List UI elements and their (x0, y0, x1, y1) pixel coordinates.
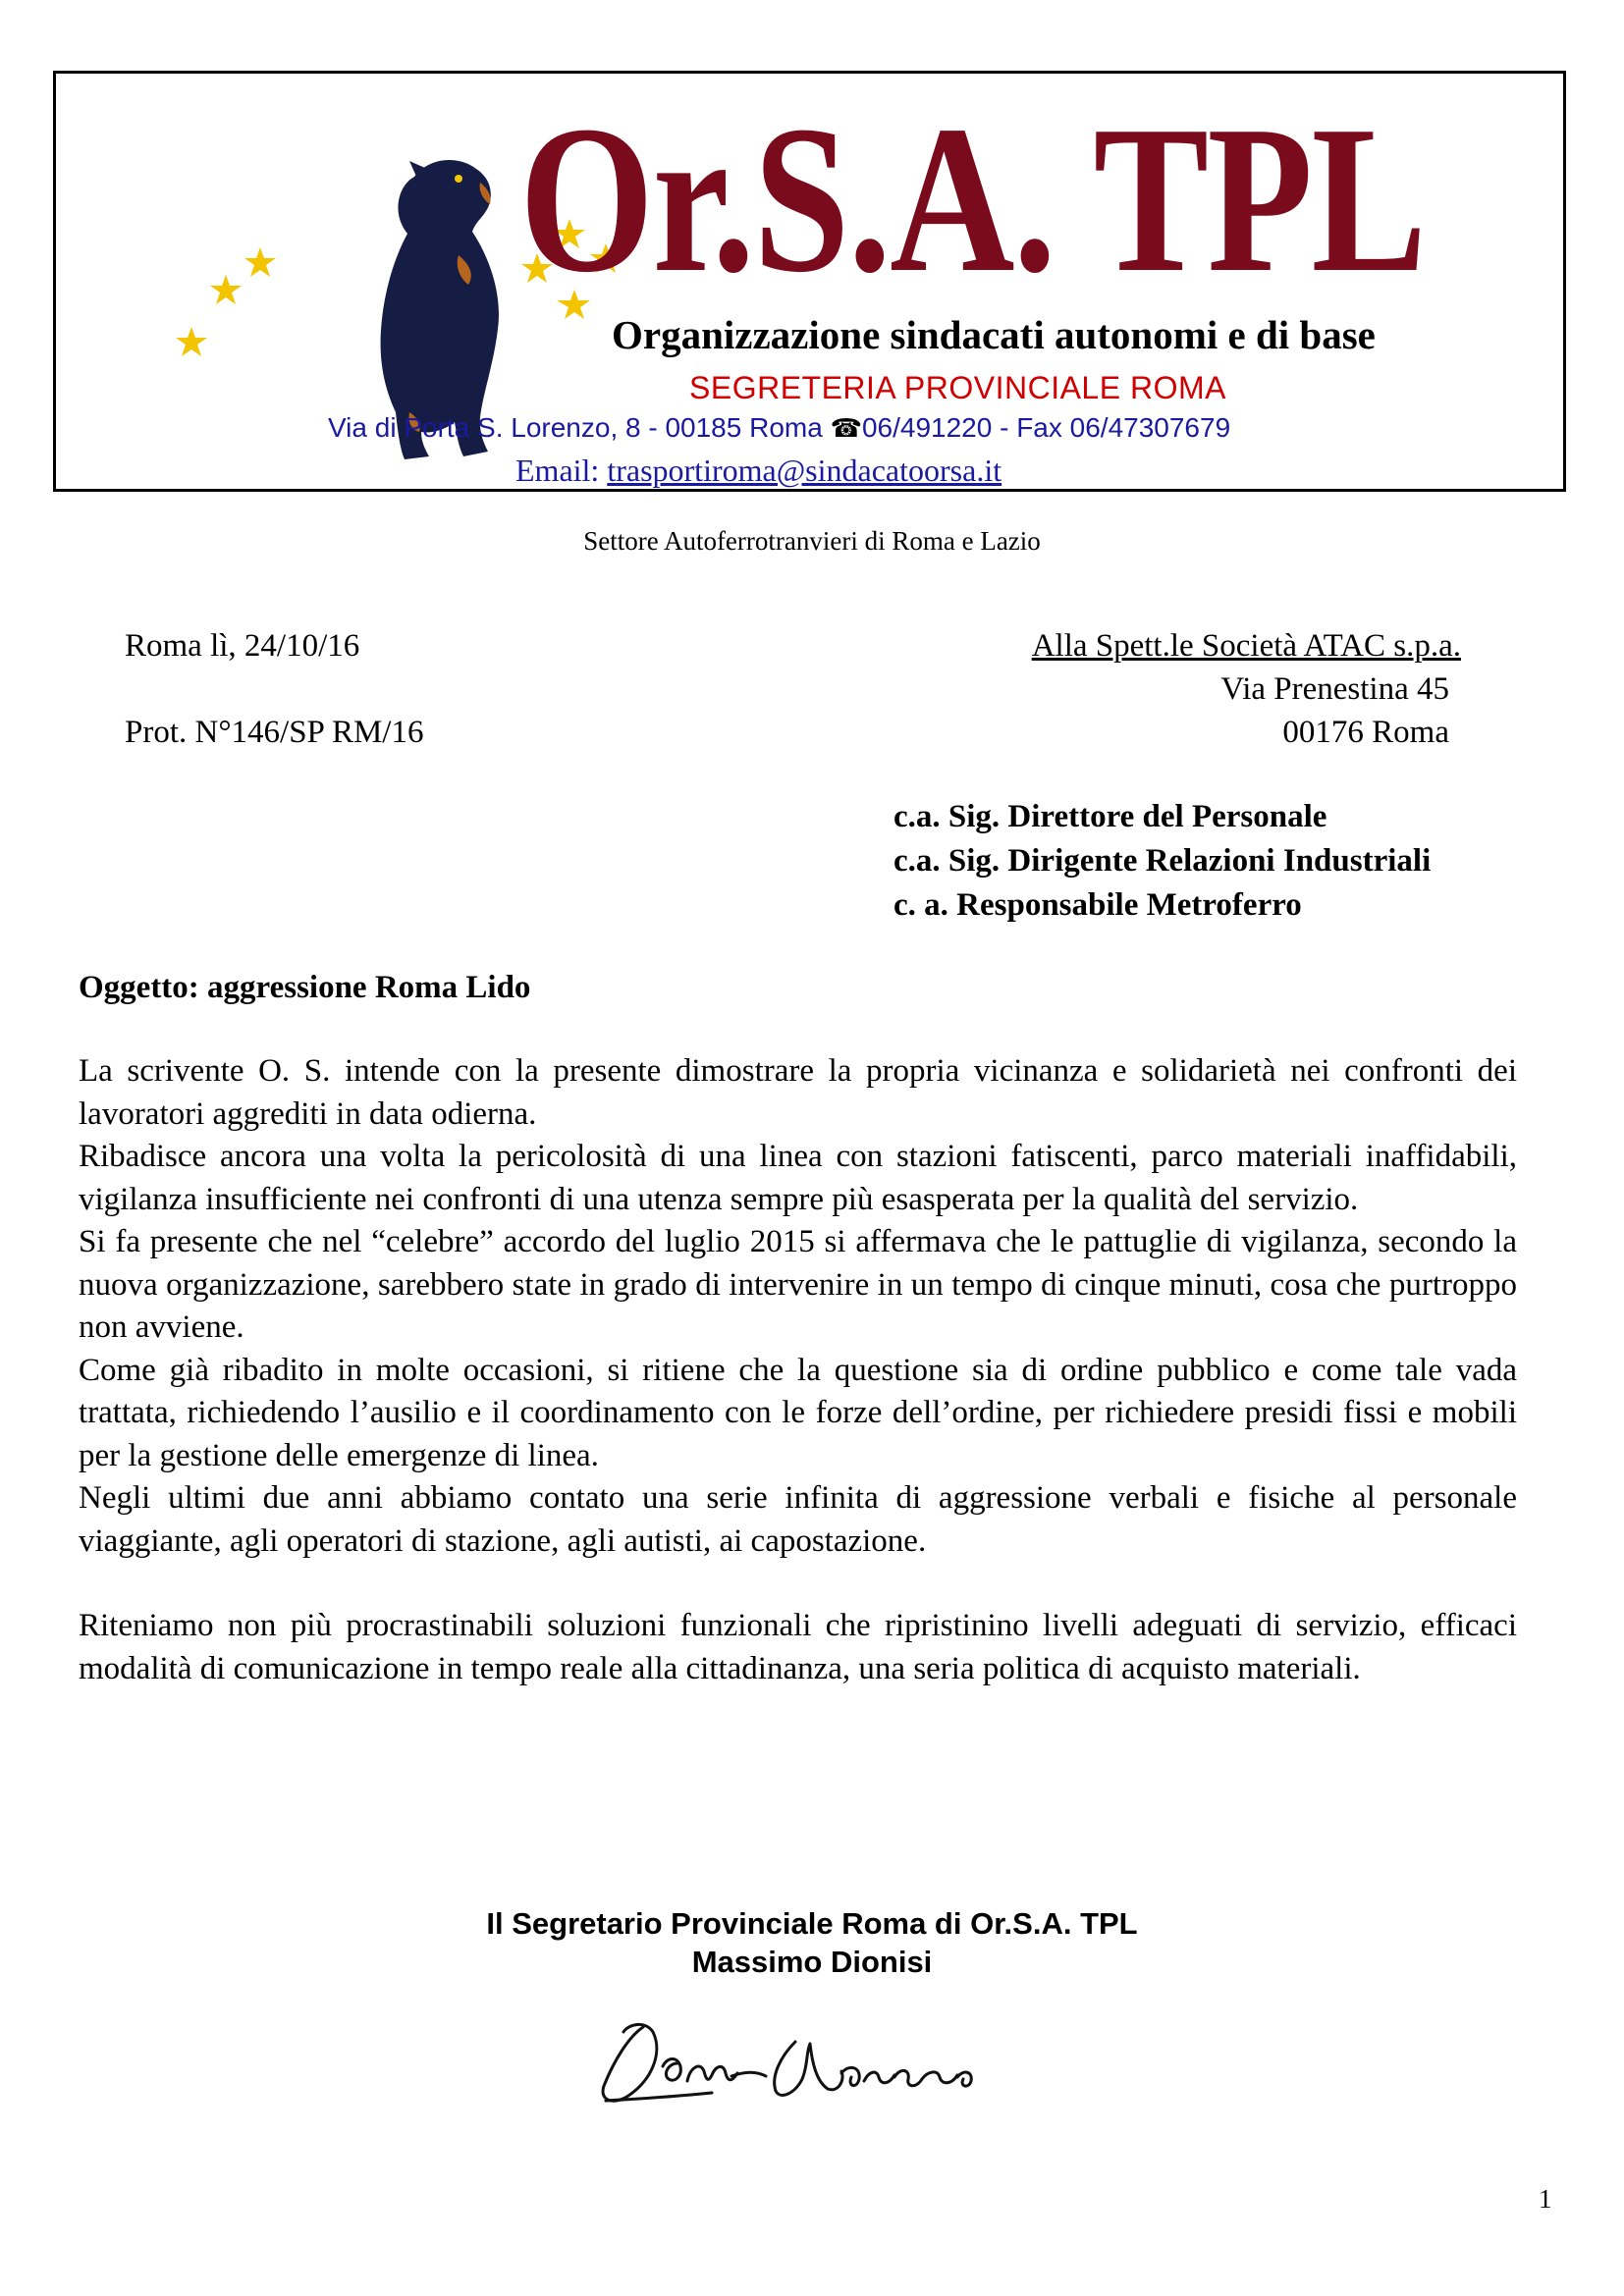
addressee-street: Via Prenestina 45 (1220, 671, 1449, 707)
letterhead (53, 71, 1566, 492)
recipient: c.a. Sig. Direttore del Personale (893, 799, 1327, 834)
recipient: c.a. Sig. Dirigente Relazioni Industriali (893, 843, 1432, 879)
address: Via di Porta S. Lorenzo, 8 - 00185 Roma (328, 412, 831, 443)
body-paragraph: Si fa presente che nel “celebre” accordo del luglio 2015 si affermava che le pattuglie di vigilanza, secondo la nuova organizzazione, sarebbero state in grado di intervenire in un tempo di cinque minuti, cosa che purtroppo non avviene. (79, 1224, 1517, 1345)
email-line (515, 453, 1001, 489)
addressee-city: 00176 Roma (1282, 715, 1449, 750)
body-paragraph: Come già ribadito in molte occasioni, si ritiene che la questione sia di ordine pubblico e come tale vada trattata, richiedendo l’ausilio e il coordinamento con le forze dell’ordine, per richiedere presidi fissi e mobili per la gestione delle emergenze di linea. (79, 1352, 1517, 1473)
brand-title: Or.S.A. TPL (519, 81, 1426, 316)
signatory-name: Massimo Dionisi (691, 1945, 933, 1979)
body-paragraph: Negli ultimi due anni abbiamo contato una serie infinita di aggressione verbali e fisiche al personale viaggiante, agli operatori di stazione, agli autisti, ai capostazione. (79, 1480, 1517, 1559)
brand-subtitle: Organizzazione sindacati autonomi e di base (612, 312, 1376, 357)
protocol-number: Prot. N°146/SP RM/16 (125, 715, 424, 750)
sector-line: Settore Autoferrotranvieri di Roma e Lazio (583, 526, 1041, 556)
office-name: SEGRETERIA PROVINCIALE ROMA (689, 370, 1226, 405)
body-paragraph: Ribadisce ancora una volta la pericolosità di una linea con stazioni fatiscenti, parco materiali inaffidabili, vigilanza insufficiente nei confronti di una utenza sempre più esasperata per la qualità del servizio. (79, 1139, 1517, 1217)
page-number: 1 (1539, 2184, 1552, 2214)
body-paragraph: La scrivente O. S. intende con la presente dimostrare la propria vicinanza e solidarietà nei confronti dei lavoratori aggrediti in data odierna. (79, 1053, 1517, 1132)
email-link[interactable]: trasportiroma@sindacatoorsa.it (607, 453, 1002, 488)
letter-body (79, 1050, 1517, 1690)
recipient: c. a. Responsabile Metroferro (893, 887, 1302, 923)
subject-line: Oggetto: aggressione Roma Lido (79, 970, 531, 1005)
handwritten-signature (584, 2002, 1026, 2115)
body-paragraph: Riteniamo non più procrastinabili soluzioni funzionali che ripristinino livelli adeguati di servizio, efficaci modalità di comunicazione in tempo reale alla cittadinanza, una seria politica di acquisto materiali. (79, 1608, 1517, 1686)
email-label: Email: (515, 453, 608, 488)
signature-block (0, 1904, 1624, 1981)
recipients-list (893, 795, 1431, 928)
signatory-role: Il Segretario Provinciale Roma di Or.S.A. TPL (486, 1906, 1138, 1941)
letter-date: Roma lì, 24/10/16 (125, 628, 360, 664)
paragraph-spacer (79, 1563, 1517, 1605)
phone-fax: 06/491220 - Fax 06/47307679 (861, 412, 1231, 443)
phone-icon: ☎ (830, 413, 862, 443)
addressee-name: Alla Spett.le Società ATAC s.p.a. (1031, 628, 1461, 664)
contact-line (328, 412, 1230, 444)
